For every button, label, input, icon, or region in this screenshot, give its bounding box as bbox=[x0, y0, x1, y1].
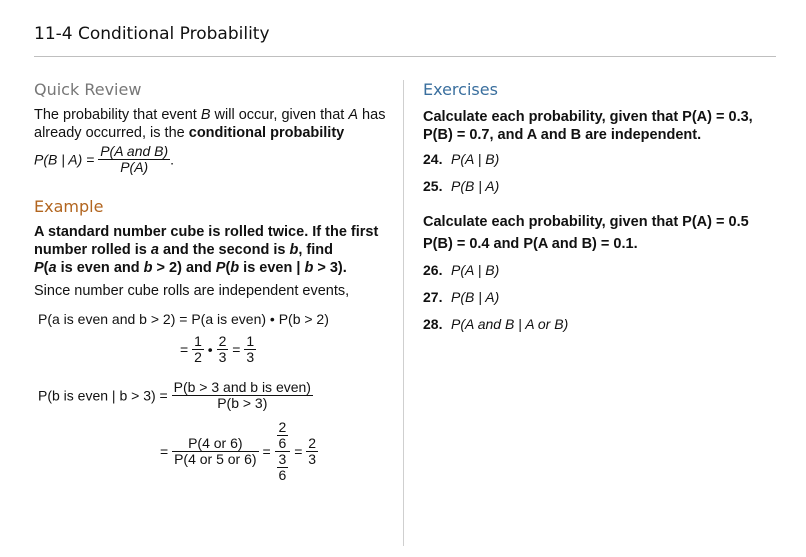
text-run: P bbox=[215, 260, 226, 276]
complex-fraction bbox=[275, 420, 291, 483]
text-run: is even | bbox=[239, 260, 305, 276]
equation-3 bbox=[38, 380, 313, 411]
equals: = bbox=[294, 443, 303, 460]
numerator: 2 bbox=[278, 419, 287, 435]
text-run: b bbox=[304, 260, 314, 276]
text-run: , find bbox=[298, 242, 333, 258]
numerator: P(4 or 6) bbox=[172, 436, 258, 452]
equation-3-fraction bbox=[172, 380, 313, 411]
exercise-number: 25. bbox=[423, 178, 443, 194]
complex-denominator bbox=[275, 452, 291, 483]
text-run: already occurred, is the bbox=[34, 125, 189, 141]
exercise-item bbox=[423, 262, 499, 278]
text-run: ( bbox=[225, 260, 231, 276]
formula-lhs: P(B | A) = bbox=[34, 151, 95, 168]
equals: = bbox=[232, 341, 241, 358]
equals: = bbox=[160, 443, 169, 460]
text-run: > 3). bbox=[313, 260, 347, 276]
fraction-one-third bbox=[244, 334, 256, 365]
equals: = bbox=[262, 443, 271, 460]
text-run: b bbox=[289, 242, 299, 258]
text-run: is even and bbox=[56, 260, 144, 276]
equation-1: P(a is even and b > 2) = P(a is even) • P(b > 2) bbox=[38, 311, 329, 327]
exercise-item bbox=[423, 178, 499, 194]
exercise-text: P(A | B) bbox=[451, 151, 500, 167]
text-run: number rolled is bbox=[34, 242, 151, 258]
exercise-set-1-instructions bbox=[423, 108, 783, 144]
example-heading: Example bbox=[34, 197, 104, 216]
quick-review-text bbox=[34, 106, 394, 142]
exercise-text: P(A | B) bbox=[451, 262, 500, 278]
complex-numerator bbox=[275, 420, 291, 452]
denominator: 6 bbox=[278, 467, 287, 483]
text-run: conditional probability bbox=[188, 125, 345, 141]
text-run: has bbox=[358, 107, 386, 123]
text-run: a bbox=[48, 260, 57, 276]
numerator: 1 bbox=[246, 333, 255, 349]
text-run: and the second is bbox=[158, 242, 290, 258]
equals: = bbox=[180, 341, 189, 358]
numerator: 2 bbox=[218, 333, 227, 349]
text-run: b bbox=[143, 260, 153, 276]
exercises-heading: Exercises bbox=[423, 80, 498, 99]
exercise-item bbox=[423, 289, 499, 305]
header-divider bbox=[34, 56, 776, 57]
exercise-text: P(B | A) bbox=[451, 289, 500, 305]
fraction-one-half bbox=[192, 334, 204, 365]
denominator: 2 bbox=[194, 349, 202, 365]
text-run: The probability that event bbox=[34, 107, 201, 123]
text-run: Calculate each probability, given that P(A) = 0.3, bbox=[423, 109, 753, 125]
text-run: b bbox=[230, 260, 240, 276]
text-run: > 2) and bbox=[152, 260, 216, 276]
column-divider bbox=[403, 80, 404, 546]
exercise-number: 26. bbox=[423, 262, 443, 278]
formula-numerator: P(A and B) bbox=[100, 143, 169, 159]
text-run: Calculate each probability, given that P(A) = 0.5 bbox=[423, 214, 749, 230]
formula-denominator: P(A) bbox=[120, 159, 149, 175]
exercise-number: 27. bbox=[423, 289, 443, 305]
text-run: ( bbox=[43, 260, 49, 276]
text-run: B bbox=[200, 107, 211, 123]
denominator: 3 bbox=[308, 451, 317, 467]
equation-2 bbox=[180, 334, 256, 365]
page-title: 11-4 Conditional Probability bbox=[34, 24, 270, 44]
numerator: 1 bbox=[194, 333, 202, 349]
exercise-text: P(B | A) bbox=[451, 178, 500, 194]
numerator: P(b > 3 and b is even) bbox=[173, 379, 311, 395]
text-run: P(B) = 0.4 and P(A and B) = 0.1. bbox=[423, 236, 638, 252]
text-run: will occur, given that bbox=[210, 107, 349, 123]
example-problem bbox=[34, 223, 394, 277]
denominator: P(4 or 5 or 6) bbox=[174, 451, 257, 467]
numerator: 3 bbox=[278, 451, 287, 467]
conditional-probability-formula bbox=[34, 144, 174, 175]
denominator: 3 bbox=[246, 349, 255, 365]
text-run: A bbox=[348, 107, 359, 123]
formula-fraction bbox=[98, 144, 170, 175]
exercise-set-2-instructions bbox=[423, 211, 783, 255]
text-run: A standard number cube is rolled twice. If the first bbox=[34, 224, 379, 240]
denominator: 6 bbox=[278, 435, 287, 451]
exercise-number: 28. bbox=[423, 316, 443, 332]
dot: • bbox=[207, 341, 213, 358]
denominator: P(b > 3) bbox=[217, 395, 268, 411]
example-since: Since number cube rolls are independent events, bbox=[34, 283, 350, 299]
period: . bbox=[170, 151, 175, 168]
exercise-number: 24. bbox=[423, 151, 443, 167]
result-fraction bbox=[306, 436, 318, 467]
text-run: P(B) = 0.7, and A and B are independent. bbox=[423, 127, 702, 143]
equation-4-fraction bbox=[172, 436, 258, 467]
quick-review-heading: Quick Review bbox=[34, 80, 142, 99]
exercise-item bbox=[423, 151, 499, 167]
text-run: a bbox=[150, 242, 159, 258]
exercise-text: P(A and B | A or B) bbox=[451, 316, 569, 332]
fraction-two-thirds bbox=[217, 334, 229, 365]
equation-4 bbox=[160, 420, 318, 483]
equation-3-lhs: P(b is even | b > 3) = bbox=[38, 387, 168, 404]
exercise-item bbox=[423, 316, 568, 332]
text-run: P bbox=[34, 260, 44, 276]
denominator: 3 bbox=[218, 349, 227, 365]
numerator: 2 bbox=[308, 435, 317, 451]
